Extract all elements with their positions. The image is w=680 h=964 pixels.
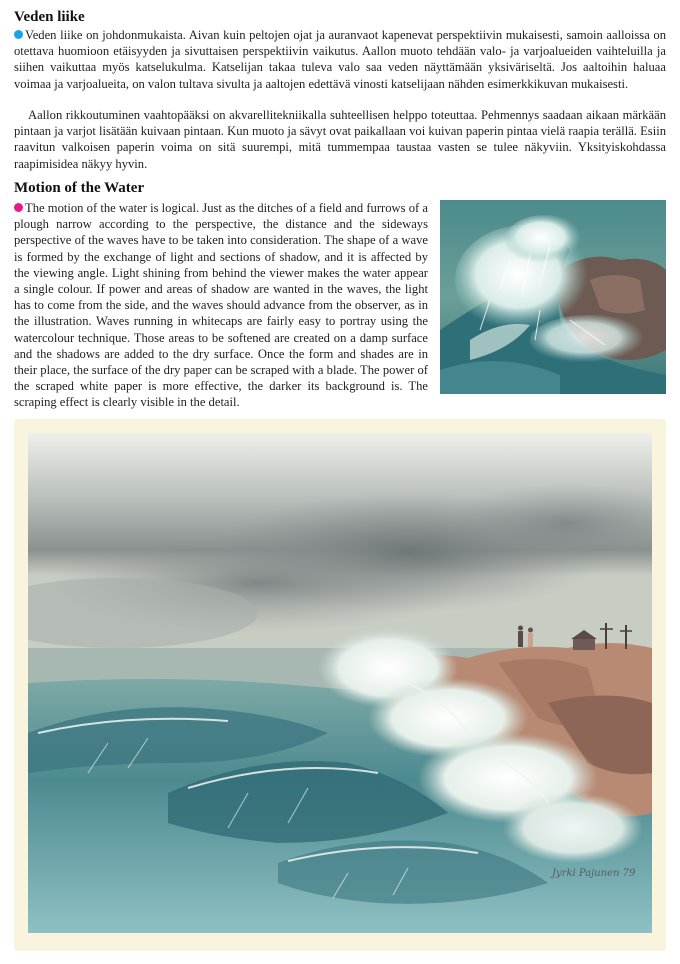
finnish-heading: Veden liike	[14, 9, 85, 25]
english-paragraph-text: The motion of the water is logical. Just as the ditches of a field and furrows of a plough narrow according to the perspective, the distance and the sideways perspective of the waves have to be taken into consideration. The shape of a wave is formed by the exchange of light and sections of shadow, and it is affected by the viewing angle. Light shining from behind the viewer makes the water appear a single colour. If power and areas of shadow are wanted in the waves, the light has to come from the side, and the waves should advance from the observer, as in the illustration. Waves running in whitecaps are fairly easy to portray using the watercolour technique. Those areas to be softened are created on a damp surface and the shadows are added to the dry surface. Once the form and shades are in their place, the surface of the dry paper can be scraped with a blade. The power of the scraped white paper is more effective, the darker its background is. The scraping effect is clearly visible in the detail.	[14, 201, 428, 410]
main-painting	[28, 433, 652, 933]
detail-painting-image	[440, 200, 666, 394]
detail-painting	[440, 200, 666, 394]
magenta-bullet-icon	[14, 203, 23, 212]
main-painting-image	[28, 433, 652, 933]
finnish-paragraph-1	[14, 27, 666, 92]
blue-bullet-icon	[14, 30, 23, 39]
english-heading: Motion of the Water	[14, 180, 145, 196]
english-paragraph	[14, 200, 428, 411]
painter-signature: Jyrki Pajunen 79	[552, 868, 636, 879]
finnish-paragraph-1-text: Veden liike on johdonmukaista. Aivan kuin peltojen ojat ja auranvaot kapenevat perspektiivin mukaisesti, samoin aalloissa on otettava huomioon etäisyyden ja sivuttaisen perspektiivin vaikutus. Aallon muoto tehdään valo- ja varjoalueiden vaihteluilla ja siihen vaikuttaa myös katselukulma. Katselijan takaa tuleva valo saa veden näyttämään yksiväriseltä. Jos aaltoihin haluaa voimaa ja varjoalueita, on valon tultava sivulta ja aaltojen edettävä vinosti katselijaan nähden esimerkkikuvan mukaisesti.	[14, 28, 666, 91]
finnish-paragraph-2: Aallon rikkoutuminen vaahtopääksi on akvarellitekniikalla suhteellisen helppo toteuttaa. Pehmennys saadaan aikaan märkään pintaan ja varjot lisätään kuivaan pintaan. Kun muoto ja sävyt ovat paikallaan voi kuivan paperin pintaa vielä raapia terällä. Esiin raavitun valkoisen paperin voima on sitä suurempi, mitä tummempaa taustaa vasten se tulee näkyviin. Yksityiskohdassa raapimisidea näkyy hyvin.	[14, 108, 666, 171]
